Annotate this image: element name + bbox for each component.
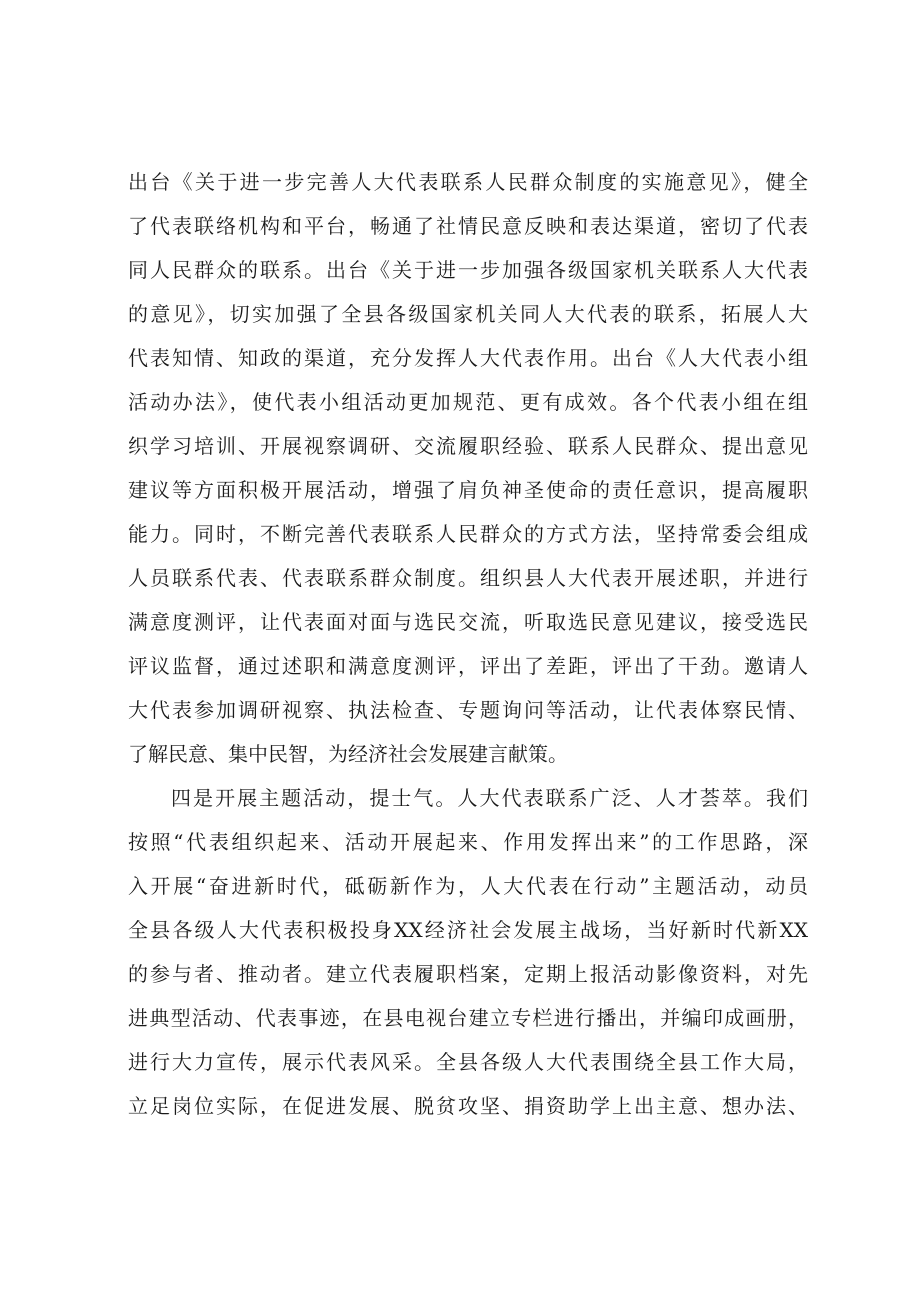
paragraph-1-line-5: 代表知情、知政的渠道，充分发挥人大代表作用。出台《人大代表小组 — [128, 346, 808, 370]
paragraph-1-line-13: 大代表参加调研视察、执法检查、专题询问等活动，让代表体察民情、 — [128, 698, 808, 722]
paragraph-1-line-9: 能力。同时，不断完善代表联系人民群众的方式方法，坚持常委会组成 — [128, 522, 808, 546]
paragraph-2-line-5: 的参与者、推动者。建立代表履职档案，定期上报活动影像资料，对先 — [128, 962, 808, 986]
paragraph-1-line-2: 了代表联络机构和平台，畅通了社情民意反映和表达渠道，密切了代表 — [128, 214, 808, 238]
paragraph-2-line-6: 进典型活动、代表事迹，在县电视台建立专栏进行播出，并编印成画册， — [128, 1006, 808, 1030]
paragraph-1-line-11: 满意度测评，让代表面对面与选民交流，听取选民意见建议，接受选民 — [128, 610, 808, 634]
paragraph-1-line-14: 了解民意、集中民智，为经济社会发展建言献策。 — [128, 742, 568, 766]
paragraph-2-line-3: 入开展“奋进新时代，砥砺新作为，人大代表在行动”主题活动，动员 — [128, 874, 808, 898]
paragraph-2-line-7: 进行大力宣传，展示代表风采。全县各级人大代表围绕全县工作大局， — [128, 1050, 808, 1074]
paragraph-1-line-1: 出台《关于进一步完善人大代表联系人民群众制度的实施意见》，健全 — [128, 170, 808, 194]
paragraph-1-line-10: 人员联系代表、代表联系群众制度。组织县人大代表开展述职，并进行 — [128, 566, 808, 590]
paragraph-2-line-8: 立足岗位实际，在促进发展、脱贫攻坚、捐资助学上出主意、想办法、 — [128, 1094, 808, 1118]
paragraph-1-line-6: 活动办法》，使代表小组活动更加规范、更有成效。各个代表小组在组 — [128, 390, 808, 414]
paragraph-1-line-7: 织学习培训、开展视察调研、交流履职经验、联系人民群众、提出意见 — [128, 434, 808, 458]
paragraph-2-line-1: 四是开展主题活动，提士气。人大代表联系广泛、人才荟萃。我们 — [171, 786, 808, 810]
paragraph-2-line-4: 全县各级人大代表积极投身XX经济社会发展主战场，当好新时代新XX — [128, 918, 808, 942]
paragraph-1-line-8: 建议等方面积极开展活动，增强了肩负神圣使命的责任意识，提高履职 — [128, 478, 808, 502]
paragraph-1-line-3: 同人民群众的联系。出台《关于进一步加强各级国家机关联系人大代表 — [128, 258, 808, 282]
paragraph-2-line-2: 按照“代表组织起来、活动开展起来、作用发挥出来”的工作思路，深 — [128, 830, 808, 854]
paragraph-1-line-4: 的意见》，切实加强了全县各级国家机关同人大代表的联系，拓展人大 — [128, 302, 808, 326]
paragraph-1-line-12: 评议监督，通过述职和满意度测评，评出了差距，评出了干劲。邀请人 — [128, 654, 808, 678]
